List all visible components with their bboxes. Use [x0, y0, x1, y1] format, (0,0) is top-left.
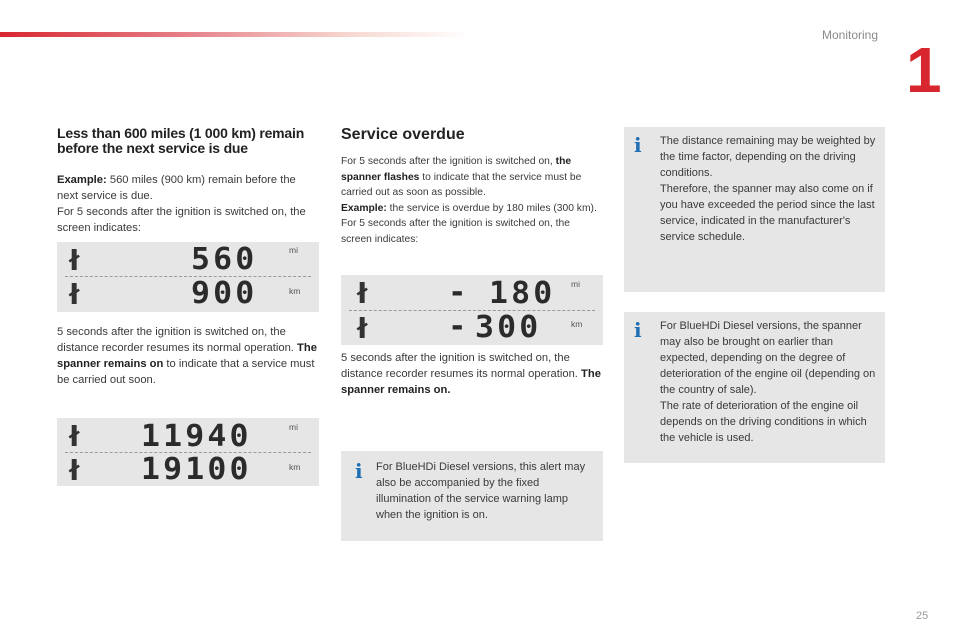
left-heading: Less than 600 miles (1 000 km) remain before the next service is due [57, 125, 305, 156]
info-para-2: Therefore, the spanner may also come on if you have exceeded the period since the last service, indicated in the manufacturer's service schedule. [660, 183, 875, 243]
info-box-bluehdi-alert [341, 451, 603, 541]
unit-km: km [289, 286, 301, 296]
odometer-display-2 [57, 418, 319, 486]
info-text [660, 318, 880, 446]
spanner-icon: ł [69, 244, 80, 277]
display-miles: 560 [191, 242, 258, 277]
chapter-number: 1 [906, 34, 942, 106]
left-resume-text [57, 324, 319, 388]
info-icon: i [634, 318, 642, 342]
display-miles: 11940 [141, 419, 252, 454]
middle-intro [341, 154, 603, 201]
display-divider [349, 310, 595, 311]
minus-sign: - [451, 275, 464, 310]
display-km: 900 [191, 276, 258, 311]
page-number: 25 [916, 610, 929, 622]
unit-mi: mi [289, 245, 298, 255]
intro-a: For 5 seconds after the ignition is switched on, [341, 156, 556, 167]
left-example [57, 172, 319, 204]
middle-instruction: For 5 seconds after the ignition is switched on, the screen indicates: [341, 218, 570, 245]
example-text: the service is overdue by 180 miles (300 km). [386, 202, 597, 214]
info-box-time-factor [624, 127, 885, 292]
resume-text-a: 5 seconds after the ignition is switched on, the distance recorder resumes its normal operation. [57, 326, 298, 354]
header-accent-bar [0, 32, 470, 37]
resume-text-bold: The spanner remains on. [341, 368, 601, 396]
info-para-1: The distance remaining may be weighted by the time factor, depending on the driving conditions. [660, 135, 876, 179]
display-km: 19100 [141, 452, 252, 487]
middle-example [341, 201, 603, 217]
info-para-1: For BlueHDi Diesel versions, the spanner may also be brought on earlier than expected, depending on the degree of deterioration of the engine oil (depending on the country of sale). [660, 320, 876, 396]
resume-text-bold: The spanner remains on [57, 342, 317, 370]
resume-text-a: 5 seconds after the ignition is switched on, the distance recorder resumes its normal operation. [341, 352, 582, 380]
middle-resume-text [341, 350, 603, 398]
spanner-icon: ł [357, 312, 368, 345]
intro-c: to indicate that the service must be carried out as soon as possible. [341, 171, 582, 198]
info-text: For BlueHDi Diesel versions, this alert may also be accompanied by the fixed illumination of the service warning lamp when the ignition is on. [376, 461, 586, 521]
unit-mi: mi [289, 422, 298, 432]
left-column [57, 126, 319, 236]
info-box-oil-deterioration [624, 312, 885, 463]
minus-sign: - [451, 309, 464, 344]
unit-km: km [289, 462, 301, 472]
odometer-display-overdue [341, 275, 603, 345]
info-icon: i [634, 133, 642, 157]
display-miles: 180 [489, 276, 556, 311]
example-label: Example: [341, 202, 387, 214]
middle-heading: Service overdue [341, 126, 465, 143]
left-instruction: For 5 seconds after the ignition is switched on, the screen indicates: [57, 206, 306, 234]
section-title: Monitoring [822, 28, 879, 42]
spanner-icon: ł [357, 277, 368, 310]
unit-mi: mi [571, 279, 580, 289]
intro-bold: the spanner flashes [341, 156, 572, 183]
example-label: Example: [57, 174, 107, 186]
spanner-icon: ł [69, 420, 80, 453]
info-para-2: The rate of deterioration of the engine oil depends on the driving conditions in which the vehicle is used. [660, 400, 867, 444]
display-divider [65, 276, 311, 277]
spanner-icon: ł [69, 278, 80, 311]
unit-km: km [571, 319, 583, 329]
spanner-icon: ł [69, 454, 80, 487]
resume-text-c: to indicate that a service must be carried out soon. [57, 358, 315, 386]
display-km: 300 [475, 310, 542, 345]
info-text [660, 133, 878, 245]
info-icon: i [355, 459, 363, 483]
odometer-display-1 [57, 242, 319, 312]
example-text: 560 miles (900 km) remain before the next service is due. [57, 174, 296, 202]
middle-column [341, 126, 603, 247]
